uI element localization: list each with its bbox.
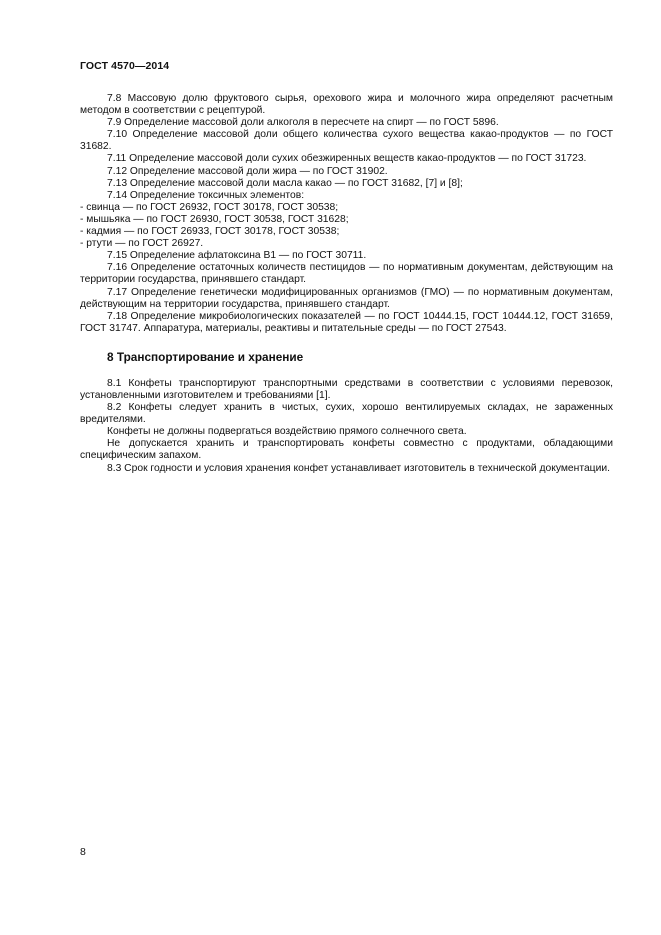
clause-8-3: 8.3 Срок годности и условия хранения конфет устанавливает изготовитель в технической документации. — [107, 462, 610, 474]
toxic-element-lead: - свинца — по ГОСТ 26932, ГОСТ 30178, ГОСТ 30538; — [80, 201, 339, 213]
toxic-element-mercury: - ртути — по ГОСТ 26927. — [80, 238, 204, 250]
clause-7-17: 7.17 Определение генетически модифицированных организмов (ГМО) — по нормативным документам, действующим на территории государства, принявшего стандарт. — [80, 286, 613, 310]
clause-8-1: 8.1 Конфеты транспортируют транспортными средствами в соответствии с условиями перевозок, установленными изготовителем и требованиями [1]. — [80, 377, 613, 401]
document-header: ГОСТ 4570—2014 — [80, 60, 170, 72]
clause-7-16: 7.16 Определение остаточных количеств пестицидов — по нормативным документам, действующим на территории государства, принявшего стандарт. — [80, 262, 613, 286]
toxic-element-cadmium: - кадмия — по ГОСТ 26933, ГОСТ 30178, ГОСТ 30538; — [80, 226, 340, 238]
clause-7-13: 7.13 Определение массовой доли масла какао — по ГОСТ 31682, [7] и [8]; — [107, 177, 463, 189]
clause-7-10: 7.10 Определение массовой доли общего количества сухого вещества какао-продуктов — по ГОСТ 31682. — [80, 129, 613, 153]
clause-7-8: 7.8 Массовую долю фруктового сырья, орехового жира и молочного жира определяют расчетным методом в соответствии с рецептурой. — [80, 93, 613, 117]
clause-7-15: 7.15 Определение афлатоксина В1 — по ГОСТ 30711. — [107, 250, 367, 262]
clause-7-18: 7.18 Определение микробиологических показателей — по ГОСТ 10444.15, ГОСТ 10444.12, ГОСТ 31659, ГОСТ 31747. Аппаратура, материалы, реактивы и питательные среды — по ГОСТ 27543. — [80, 310, 613, 334]
clause-7-14: 7.14 Определение токсичных элементов: — [107, 189, 305, 201]
page-body — [80, 93, 613, 475]
clause-8-2-sunlight: Конфеты не должны подвергаться воздействию прямого солнечного света. — [107, 426, 467, 438]
clause-8-2-odor: Не допускается хранить и транспортировать конфеты совместно с продуктами, обладающими специфическим запахом. — [80, 438, 613, 462]
toxic-element-arsenic: - мышьяка — по ГОСТ 26930, ГОСТ 30538, ГОСТ 31628; — [80, 213, 349, 225]
clause-7-12: 7.12 Определение массовой доли жира — по ГОСТ 31902. — [107, 165, 388, 177]
section-8-title: 8 Транспортирование и хранение — [107, 349, 304, 364]
clause-7-11: 7.11 Определение массовой доли сухих обезжиренных веществ какао-продуктов — по ГОСТ 31723. — [107, 153, 587, 165]
page-number: 8 — [80, 846, 86, 858]
clause-8-2: 8.2 Конфеты следует хранить в чистых, сухих, хорошо вентилируемых складах, не зараженных вредителями. — [80, 402, 613, 426]
clause-7-9: 7.9 Определение массовой доли алкоголя в пересчете на спирт — по ГОСТ 5896. — [107, 117, 499, 129]
